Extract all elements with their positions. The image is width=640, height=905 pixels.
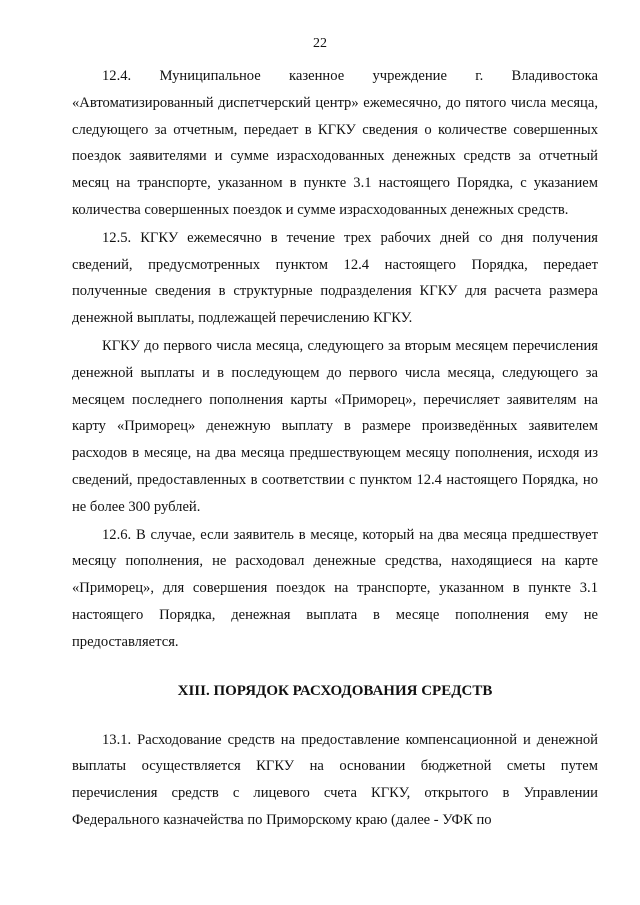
document-body <box>72 63 598 834</box>
paragraph-13-1: 13.1. Расходование средств на предоставление компенсационной и денежной выплаты осуществляется КГКУ на основании бюджетной сметы путем перечисления средств с лицевого счета КГКУ, открытого в Управлении Федерального казначейства по Приморскому краю (далее - УФК по <box>72 731 598 828</box>
paragraph-12-6: 12.6. В случае, если заявитель в месяце, который на два месяца предшествует месяцу пополнения, не расходовал денежные средства, находящиеся на карте «Приморец», для совершения поездок на транспорте, указанном в пункте 3.1 настоящего Порядка, денежная выплата в месяце пополнения ему не предоставляется. <box>72 526 598 650</box>
page-number: 22 <box>313 36 327 51</box>
paragraph-payment-transfer: КГКУ до первого числа месяца, следующего за вторым месяцем перечисления денежной выплаты и в последующем до первого числа месяца, следующего за месяцем последнего пополнения карты «Приморец», перечисляет заявителям на карту «Приморец» денежную выплату в размере произведённых заявителем расходов в месяце, на два месяца предшествующем месяцу пополнения, исходя из сведений, предоставленных в соответствии с пунктом 12.4 настоящего Порядка, но не более 300 рублей. <box>72 337 598 515</box>
paragraph-12-5: 12.5. КГКУ ежемесячно в течение трех рабочих дней со дня получения сведений, предусмотренных пунктом 12.4 настоящего Порядка, передает полученные сведения в структурные подразделения КГКУ для расчета размера денежной выплаты, подлежащей перечислению КГКУ. <box>72 229 598 327</box>
section-heading: XIII. ПОРЯДОК РАСХОДОВАНИЯ СРЕДСТВ <box>177 682 493 699</box>
paragraph-12-4: 12.4. Муниципальное казенное учреждение г. Владивостока «Автоматизированный диспетчерский центр» ежемесячно, до пятого числа месяца, следующего за отчетным, передает в КГКУ сведения о количестве совершенных поездок заявителями и сумме израсходованных денежных средств за отчетный месяц на транспорте, указанном в пункте 3.1 настоящего Порядка, с указанием количества совершенных поездок и сумме израсходованных денежных средств. <box>72 68 598 218</box>
